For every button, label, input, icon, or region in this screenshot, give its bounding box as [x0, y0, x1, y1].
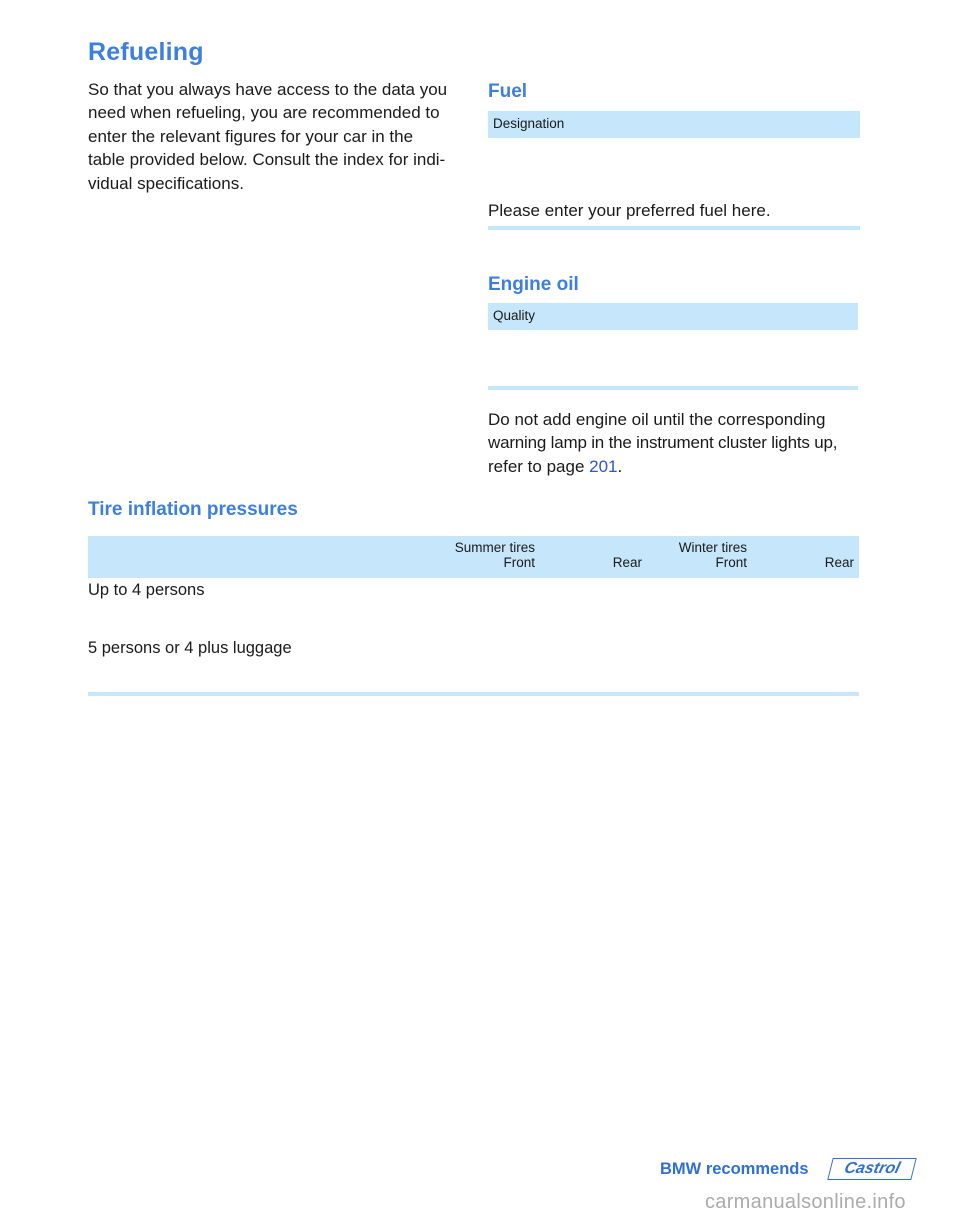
engine-oil-quality-label: Quality	[493, 308, 536, 323]
page-ref-prefix: refer to page	[488, 456, 590, 476]
intro-paragraph	[88, 78, 468, 195]
fuel-divider	[488, 226, 860, 230]
engine-oil-note-line: Do not add engine oil until the corresponding	[488, 410, 826, 429]
castrol-logo-text: Castrol	[842, 1160, 902, 1177]
table-row-label: 5 persons or 4 plus luggage	[88, 639, 292, 657]
engine-oil-note-line: warning lamp in the instrument cluster lights up,	[488, 433, 838, 453]
summer-tires-group: Summer tires	[454, 540, 535, 555]
winter-rear-col: Rear	[824, 555, 854, 570]
castrol-logo	[827, 1158, 916, 1180]
tire-table-header	[88, 536, 859, 578]
fuel-designation-label: Designation	[493, 116, 565, 131]
intro-line: table provided below. Consult the index for indi-	[88, 150, 446, 170]
watermark: carmanualsonline.info	[705, 1191, 906, 1213]
fuel-heading: Fuel	[488, 81, 528, 102]
page-ref-suffix: .	[617, 456, 623, 476]
table-row-label: Up to 4 persons	[88, 581, 205, 599]
tire-table-divider	[88, 692, 859, 696]
intro-line: enter the relevant figures for your car in the	[88, 126, 414, 146]
engine-oil-divider	[488, 386, 858, 390]
page-ref-link[interactable]: 201	[589, 456, 618, 476]
fuel-designation-bar	[488, 111, 860, 138]
engine-oil-note-line	[488, 455, 868, 478]
page-title: Refueling	[88, 38, 204, 66]
tire-pressure-heading: Tire inflation pressures	[88, 499, 298, 520]
summer-rear-col: Rear	[612, 555, 642, 570]
summer-front-col: Front	[503, 555, 535, 570]
intro-line: need when refueling, you are recommended to	[88, 103, 440, 123]
winter-tires-group: Winter tires	[678, 540, 747, 555]
intro-line: vidual specifications.	[88, 173, 244, 193]
winter-front-col: Front	[715, 555, 747, 570]
fuel-note: Please enter your preferred fuel here.	[488, 201, 771, 220]
intro-line: So that you always have access to the data you	[88, 80, 448, 99]
engine-oil-note	[488, 408, 868, 478]
bmw-recommends-label: BMW recommends	[660, 1160, 809, 1178]
engine-oil-heading: Engine oil	[488, 274, 579, 295]
engine-oil-quality-bar	[488, 303, 858, 330]
